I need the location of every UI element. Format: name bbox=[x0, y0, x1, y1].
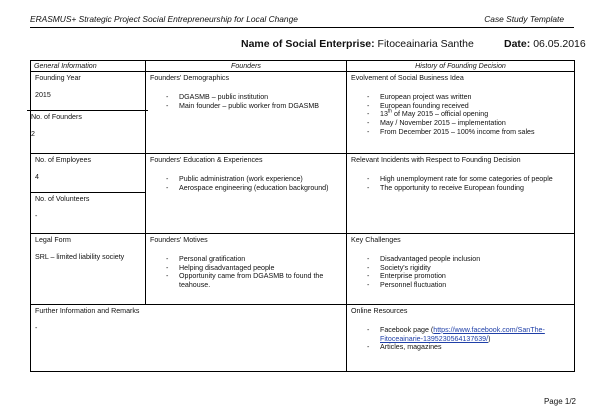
online-resources-title: Online Resources bbox=[351, 307, 408, 315]
list-item: - European project was written bbox=[380, 93, 571, 102]
legal-form-label: Legal Form bbox=[35, 236, 71, 244]
opening-day: 13 bbox=[380, 110, 388, 119]
facebook-prefix: Facebook page ( bbox=[380, 325, 434, 334]
document-date bbox=[504, 38, 586, 50]
founding-year-label: Founding Year bbox=[35, 74, 81, 82]
incidents-title: Relevant Incidents with Respect to Founding Decision bbox=[351, 156, 521, 164]
list-item: - Enterprise promotion bbox=[380, 272, 571, 281]
list-item bbox=[380, 326, 571, 344]
evolvement-cell bbox=[347, 72, 575, 154]
founding-year-value: 2015 bbox=[35, 90, 51, 99]
general-cell-row1 bbox=[31, 72, 146, 154]
list-item: - Personal gratification bbox=[179, 255, 343, 264]
motives-list bbox=[150, 255, 343, 290]
facebook-suffix: ) bbox=[488, 334, 491, 343]
enterprise-value: Fitoceainaria Santhe bbox=[377, 38, 474, 50]
general-cell-row2 bbox=[31, 154, 146, 234]
list-item: - From December 2015 – 100% income from sales bbox=[380, 128, 571, 137]
online-resources-cell bbox=[347, 305, 575, 372]
further-info-cell bbox=[31, 305, 347, 372]
num-volunteers-label: No. of Volunteers bbox=[35, 195, 90, 203]
challenges-title: Key Challenges bbox=[351, 236, 401, 244]
founders-demographics-cell bbox=[146, 72, 347, 154]
num-founders-value: 2 bbox=[31, 129, 35, 138]
list-item: - The opportunity to receive European founding bbox=[380, 184, 571, 193]
date-value: 06.05.2016 bbox=[533, 38, 586, 50]
num-founders-label: No. of Founders bbox=[31, 113, 82, 121]
education-title: Founders' Education & Experiences bbox=[150, 156, 263, 164]
incidents-list bbox=[351, 175, 571, 193]
list-item: - Aerospace engineering (education background) bbox=[179, 184, 343, 193]
table-header-row bbox=[31, 61, 575, 72]
table-row bbox=[31, 305, 575, 372]
enterprise-name bbox=[241, 38, 474, 50]
num-volunteers-value: - bbox=[35, 211, 38, 220]
list-item: - High unemployment rate for some categories of people bbox=[380, 175, 571, 184]
demographics-list bbox=[150, 93, 343, 111]
table-row bbox=[31, 234, 575, 305]
list-item: - Helping disadvantaged people bbox=[179, 264, 343, 273]
demographics-title: Founders' Demographics bbox=[150, 74, 230, 82]
motives-cell bbox=[146, 234, 347, 305]
date-label: Date: bbox=[504, 38, 531, 50]
challenges-cell bbox=[347, 234, 575, 305]
evolvement-title: Evolvement of Social Business Idea bbox=[351, 74, 464, 82]
legal-form-value: SRL – limited liability society bbox=[35, 252, 125, 261]
list-item: - Disadvantaged people inclusion bbox=[380, 255, 571, 264]
title-line bbox=[0, 38, 600, 52]
num-employees-value: 4 bbox=[35, 172, 39, 181]
num-employees-label: No. of Employees bbox=[35, 156, 91, 164]
document-header-right: Case Study Template bbox=[484, 14, 564, 24]
list-item: - Main founder – public worker from DGASMB bbox=[179, 102, 343, 111]
column-history: History of Founding Decision bbox=[347, 61, 575, 72]
list-item: - Articles, magazines bbox=[380, 343, 571, 352]
list-item: - Personnel fluctuation bbox=[380, 281, 571, 290]
legal-form-cell bbox=[31, 234, 146, 305]
challenges-list bbox=[351, 255, 571, 290]
document-header-left: ERASMUS+ Strategic Project Social Entrepreneurship for Local Change bbox=[30, 14, 298, 24]
header-rule bbox=[30, 27, 574, 28]
opening-day-suffix: th bbox=[387, 109, 393, 116]
incidents-cell bbox=[347, 154, 575, 234]
list-item: - European founding received bbox=[380, 102, 571, 111]
list-item: - Society's rigidity bbox=[380, 264, 571, 273]
column-general-information: General Information bbox=[31, 61, 146, 72]
page-number: Page 1/2 bbox=[543, 397, 576, 406]
list-item: - May / November 2015 – implementation bbox=[380, 119, 571, 128]
opening-day-rest: of May 2015 – official opening bbox=[392, 110, 489, 119]
case-study-table bbox=[30, 60, 575, 372]
online-resources-list bbox=[351, 326, 571, 352]
list-item bbox=[380, 110, 571, 119]
education-list bbox=[150, 175, 343, 193]
list-item: - Opportunity came from DGASMB to found the teahouse. bbox=[179, 272, 343, 290]
enterprise-label: Name of Social Enterprise: bbox=[241, 38, 375, 50]
list-item: - Public administration (work experience) bbox=[179, 175, 343, 184]
motives-title: Founders' Motives bbox=[150, 236, 208, 244]
table-row bbox=[31, 72, 575, 154]
column-founders: Founders bbox=[146, 61, 347, 72]
list-item: - DGASMB – public institution bbox=[179, 93, 343, 102]
evolvement-list bbox=[351, 93, 571, 137]
further-info-value: - bbox=[35, 323, 38, 332]
further-info-label: Further Information and Remarks bbox=[35, 307, 140, 315]
facebook-link[interactable]: https://www.facebook.com/SanThe-Fitoceainarie-1395230564137639/ bbox=[380, 325, 545, 343]
table-row bbox=[31, 154, 575, 234]
education-cell bbox=[146, 154, 347, 234]
